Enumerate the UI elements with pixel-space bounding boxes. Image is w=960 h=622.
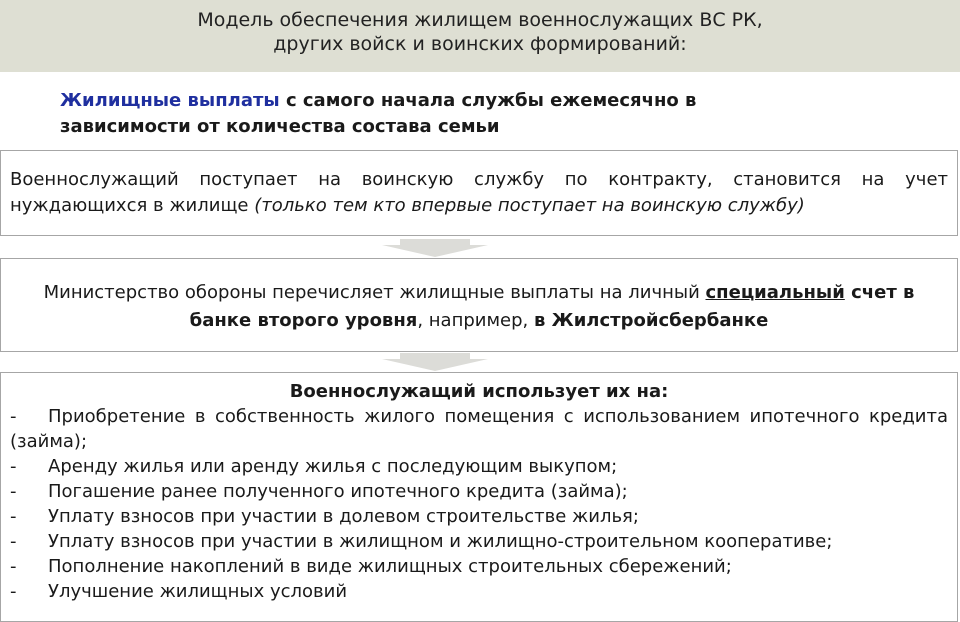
- list-item-text: Приобретение в собственность жилого помещения с использованием ипотечного кредита: [48, 406, 948, 427]
- step-2-underlined: специальный: [705, 282, 845, 303]
- intro-statement: [60, 88, 886, 140]
- list-dash: -: [10, 506, 17, 527]
- step-2-bank: в Жилстройсбербанке: [534, 310, 769, 331]
- step-1-text: Военнослужащий поступает на воинскую службу по контракту, становится на учет нуждающихся в жилище: [10, 169, 948, 216]
- list-item: [10, 529, 948, 554]
- list-dash: -: [10, 556, 17, 577]
- list-item-text: Уплату взносов при участии в жилищном и жилищно-строительном кооперативе;: [48, 531, 833, 552]
- step-2-box: [0, 258, 958, 352]
- list-dash: -: [10, 456, 17, 477]
- list-item: [10, 479, 948, 504]
- list-dash: -: [10, 481, 17, 502]
- step-2-part2: счет в банке второго уровня: [189, 282, 915, 331]
- list-item: [10, 504, 948, 529]
- list-item: [10, 404, 948, 429]
- step-1-box: [0, 150, 958, 236]
- list-item-text: Уплату взносов при участии в долевом строительстве жилья;: [48, 506, 639, 527]
- step-1-note: (только тем кто впервые поступает на воинскую службу): [254, 195, 805, 216]
- list-item-text: Пополнение накоплений в виде жилищных строительных сбережений;: [48, 556, 732, 577]
- list-item: [10, 579, 948, 604]
- down-arrow-icon: [380, 353, 490, 371]
- uses-box: [0, 372, 958, 622]
- intro-rest-line2: зависимости от количества состава семьи: [60, 116, 500, 137]
- list-item: [10, 454, 948, 479]
- header-banner: [0, 0, 960, 72]
- step-2-part1: Министерство обороны перечисляет жилищные выплаты на личный: [43, 282, 706, 303]
- down-arrow-icon: [380, 239, 490, 257]
- list-item-continuation: [10, 429, 948, 454]
- header-title-line2: других войск и воинских формирований:: [273, 33, 687, 55]
- header-title-line1: Модель обеспечения жилищем военнослужащих ВС РК,: [197, 9, 763, 31]
- intro-highlight: Жилищные выплаты: [60, 90, 280, 111]
- intro-rest-line1: с самого начала службы ежемесячно в: [279, 90, 697, 111]
- list-item-text: Улучшение жилищных условий: [48, 581, 348, 602]
- list-item: [10, 554, 948, 579]
- list-item-text: Погашение ранее полученного ипотечного кредита (займа);: [48, 481, 628, 502]
- list-item-text: Аренду жилья или аренду жилья с последующим выкупом;: [48, 456, 618, 477]
- list-dash: -: [10, 581, 17, 602]
- list-dash: -: [10, 531, 17, 552]
- list-dash: -: [10, 406, 17, 427]
- list-item-text: (займа);: [10, 431, 88, 452]
- step-2-part3: , например,: [417, 310, 534, 331]
- uses-title: Военнослужащий использует их на:: [289, 381, 669, 402]
